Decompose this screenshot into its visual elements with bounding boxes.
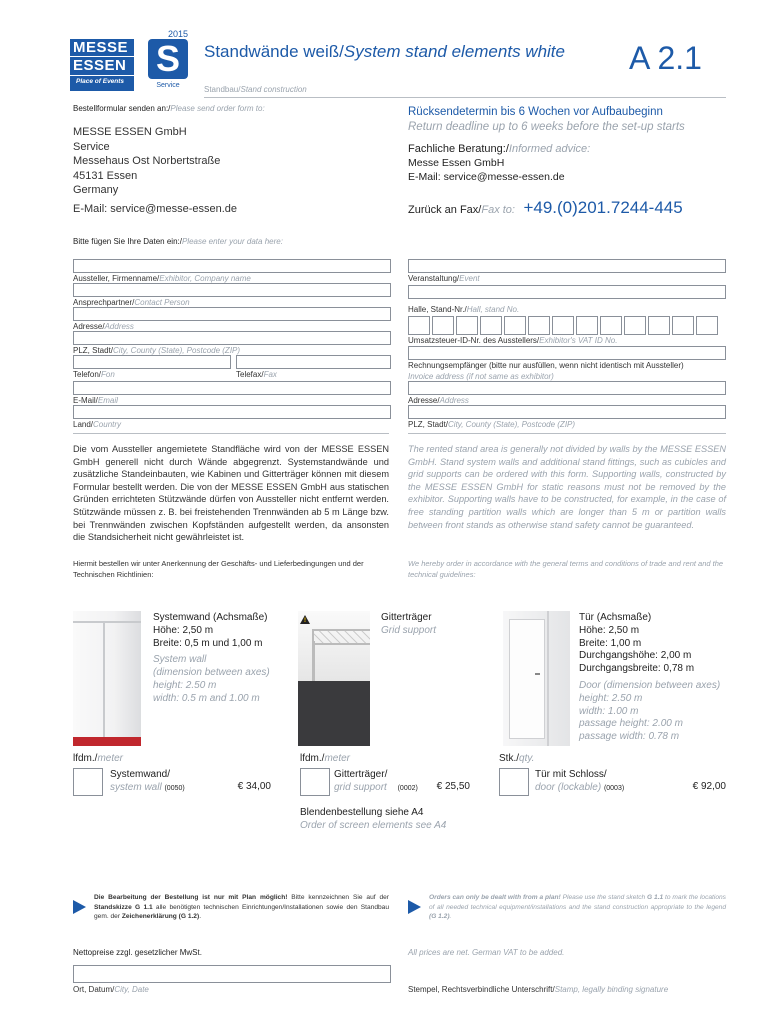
fax-de: Zurück an Fax/: [408, 204, 482, 216]
sender-address: [73, 125, 220, 198]
info-en: The rented stand area is generally not divided by walls by the MESSE ESSEN GmbH. Stand system walls and additional stand fittings, such as cubicles and grid supports can be ordered with this form. Supporting walls, constructed by the MESSE ESSEN GmbH for static reasons must not be removed by the exhibitor. Supporting walls have to be constructed, for example, in the case of free standing partition walls which are longer than 5 m or partition walls between front stands as otherwise stand safety cannot be guaranteed.: [408, 444, 726, 530]
send-to-label: [73, 104, 265, 113]
product-spec: Höhe: 2,50 m: [153, 624, 214, 636]
system-wall-price: € 34,00: [237, 781, 271, 792]
product-spec-en: passage width: 0.78 m: [579, 731, 680, 743]
phone-label: Telefon/Fon: [73, 370, 115, 379]
logo-line1: MESSE: [73, 39, 129, 56]
title-de: Standwände weiß/: [204, 42, 344, 61]
subtitle-en: Stand construction: [240, 85, 307, 94]
product-spec-en: passage height: 2.00 m: [579, 718, 683, 730]
data-prompt-de: Bitte fügen Sie Ihre Daten ein:/: [73, 237, 182, 246]
vat-cell[interactable]: [408, 316, 430, 335]
product-spec: Durchgangshöhe: 2,00 m: [579, 650, 692, 662]
divider: [73, 433, 389, 434]
send-to-en: Please send order form to:: [170, 104, 265, 113]
order-name-en: grid support: [334, 782, 387, 793]
advice-company: Messe Essen GmbH: [408, 157, 505, 169]
order-code: (0003): [603, 785, 625, 792]
door-qty[interactable]: [499, 768, 529, 796]
email-label: E-Mail/Email: [73, 396, 118, 405]
product-spec: Höhe: 2,50 m: [579, 624, 640, 636]
invoice-address-field[interactable]: [408, 405, 726, 419]
divider: [408, 433, 726, 434]
data-prompt: [73, 237, 283, 246]
address-line: MESSE ESSEN GmbH: [73, 126, 187, 138]
vat-cell[interactable]: [528, 316, 550, 335]
blenden-en: Order of screen elements see A4: [300, 820, 447, 831]
stamp-label: Stempel, Rechtsverbindliche Unterschrift/Stamp, legally binding signature: [408, 985, 669, 994]
page-title: [204, 42, 565, 62]
product-spec: Durchgangsbreite: 0,78 m: [579, 663, 695, 675]
address-field[interactable]: [73, 307, 391, 321]
product-spec-en: width: 0.5 m and 1.00 m: [153, 692, 260, 704]
exhibitor-field[interactable]: [73, 259, 391, 273]
unit-label: Stk./qty.: [499, 753, 535, 764]
event-label: Veranstaltung/Event: [408, 274, 480, 283]
vat-label: Umsatzsteuer-ID-Nr. des Ausstellers/Exhibitor's VAT ID No.: [408, 336, 618, 345]
vat-cell[interactable]: [576, 316, 598, 335]
product-spec-en: Door (dimension between axes): [579, 679, 721, 691]
door-price: € 92,00: [692, 781, 726, 792]
service-s-box: [148, 39, 188, 79]
sender-email[interactable]: E-Mail: service@messe-essen.de: [73, 203, 237, 215]
door-order-name: [535, 768, 624, 795]
grid-support-price: € 25,50: [436, 781, 470, 792]
subtitle: [204, 85, 307, 94]
vat-cell[interactable]: [648, 316, 670, 335]
city-date-field[interactable]: [73, 965, 391, 983]
country-field[interactable]: [73, 405, 391, 419]
grid-support-order-name: [334, 768, 418, 795]
vat-field[interactable]: [408, 346, 726, 360]
invoice-address-label: Adresse/Address: [408, 396, 469, 405]
address-line: Messehaus Ost Norbertstraße: [73, 155, 221, 167]
data-prompt-en: Please enter your data here:: [181, 237, 283, 246]
blenden-note: [300, 806, 446, 832]
order-terms-de: Hiermit bestellen wir unter Anerkennung der Geschäfts- und Lieferbedingungen und der Technischen Richtlinien:: [73, 559, 364, 579]
logo-tagline: Place of Events: [76, 78, 125, 85]
blenden-de: Blendenbestellung siehe A4: [300, 807, 424, 818]
product-spec: Breite: 1,00 m: [579, 637, 642, 649]
system-wall-image: [73, 611, 141, 746]
phone-field[interactable]: [73, 355, 231, 369]
invoice-label-de: Rechnungsempfänger (bitte nur ausfüllen, wenn nicht identisch mit Aussteller): [408, 361, 684, 370]
service-s-letter: S: [155, 38, 180, 79]
product-spec-en: System wall: [153, 654, 207, 666]
order-terms-en: We hereby order in accordance with the general terms and conditions of trade and rent and the technical guidelines:: [408, 559, 724, 579]
deadline-de: Rücksendetermin bis 6 Wochen vor Aufbaubeginn: [408, 106, 663, 118]
unit-label: lfdm./meter: [300, 753, 351, 764]
country-label: Land/Country: [73, 420, 122, 429]
address-line: Germany: [73, 184, 119, 196]
advice-label: [408, 143, 590, 155]
order-name-de: Gitterträger/: [334, 769, 388, 780]
vat-cell[interactable]: [480, 316, 502, 335]
email-field[interactable]: [73, 381, 391, 395]
vat-cell[interactable]: [624, 316, 646, 335]
logo-box: [70, 39, 134, 91]
order-name-en: system wall: [110, 782, 162, 793]
product-spec-en: Grid support: [381, 624, 437, 636]
product-door: [579, 612, 720, 744]
vat-cell[interactable]: [456, 316, 478, 335]
hall-field[interactable]: [408, 285, 726, 299]
fax-line: [408, 198, 683, 218]
exhibitor-label: Aussteller, Firmenname/Exhibitor, Company name: [73, 274, 251, 283]
send-to-de: Bestellformular senden an:/: [73, 104, 171, 113]
logo: [70, 29, 190, 91]
fax-en: Fax to:: [481, 204, 515, 216]
divider: [204, 97, 726, 98]
title-en: System stand elements white: [343, 42, 565, 61]
footnote-en: Orders can only be dealt with from a plan! Please use the stand sketch G 1.1 to mark the locations of all needed technical equipment/installations and the stand construction appropriate to the legend (G 1.2).: [429, 894, 726, 920]
form-code: A 2.1: [629, 40, 702, 76]
product-grid-support: [381, 612, 436, 638]
address-line: Service: [73, 140, 110, 153]
city-field[interactable]: [73, 331, 391, 345]
prices-note-de: Nettopreise zzgl. gesetzlicher MwSt.: [73, 948, 202, 957]
vat-cell[interactable]: [432, 316, 454, 335]
order-code: (0050): [164, 785, 185, 792]
advice-en: Informed advice:: [508, 143, 591, 155]
footnote-de: Die Bearbeitung der Bestellung ist nur mit Plan möglich! Bitte kennzeichnen Sie auf der Standskizze G 1.1 alle benötigten technischen Einrichtungen/Installationen sowie den Standbau gem. der Zeichenerklärung (G 1.2).: [94, 894, 390, 920]
vat-cell[interactable]: [672, 316, 694, 335]
product-spec-en: width: 1.00 m: [579, 705, 639, 717]
door-image: [503, 611, 570, 746]
arrow-icon: [73, 900, 86, 914]
order-name-en: door (lockable): [535, 782, 602, 793]
product-title: Tür (Achsmaße): [579, 612, 652, 623]
address-label: Adresse/Address: [73, 322, 134, 331]
logo-line2: ESSEN: [73, 57, 127, 74]
grid-support-image: !: [298, 611, 370, 746]
grid-support-qty[interactable]: [300, 768, 330, 796]
contact-field[interactable]: [73, 283, 391, 297]
advice-email[interactable]: E-Mail: service@messe-essen.de: [408, 171, 565, 183]
arrow-icon: [408, 900, 421, 914]
vat-cell[interactable]: [696, 316, 718, 335]
order-name-de: Tür mit Schloss/: [535, 769, 607, 780]
system-wall-order-name: [110, 768, 185, 795]
vat-cell[interactable]: [504, 316, 526, 335]
city-label: PLZ, Stadt/City, County (State), Postcode (ZIP): [73, 346, 241, 355]
contact-label: Ansprechpartner/Contact Person: [73, 298, 190, 307]
invoice-label-en: Invoice address (if not same as exhibitor): [408, 372, 554, 381]
system-wall-qty[interactable]: [73, 768, 103, 796]
hall-label: Halle, Stand-Nr./Hall, stand No.: [408, 305, 520, 314]
unit-label: lfdm./meter: [73, 753, 124, 764]
vat-cell[interactable]: [600, 316, 622, 335]
advice-de: Fachliche Beratung:/: [408, 143, 509, 155]
product-system-wall: [153, 612, 270, 706]
invoice-city-label: PLZ, Stadt/City, County (State), Postcode (ZIP): [408, 420, 576, 429]
prices-note-en: All prices are net. German VAT to be added.: [408, 948, 565, 957]
product-title: Gitterträger: [381, 612, 432, 623]
product-spec: Breite: 0,5 m und 1,00 m: [153, 637, 263, 649]
product-title: Systemwand (Achsmaße): [153, 612, 268, 623]
subtitle-de: Standbau/: [204, 85, 241, 94]
telefax-label: Telefax/Fax: [236, 370, 277, 379]
fax-number: +49.(0)201.7244-445: [523, 198, 683, 217]
service-label: Service: [156, 82, 180, 89]
vat-cell[interactable]: [552, 316, 574, 335]
invoice-field[interactable]: [408, 381, 726, 395]
telefax-field[interactable]: [236, 355, 391, 369]
deadline-en: Return deadline up to 6 weeks before the set-up starts: [408, 121, 685, 133]
product-spec-en: height: 2.50 m: [579, 692, 643, 704]
product-spec-en: height: 2.50 m: [153, 679, 217, 691]
product-spec-en: (dimension between axes): [153, 667, 270, 679]
logo-year: 2015: [168, 29, 189, 39]
event-field[interactable]: [408, 259, 726, 273]
city-date-label: Ort, Datum/City, Date: [73, 985, 149, 994]
info-de: Die vom Aussteller angemietete Standfläche wird von der MESSE ESSEN GmbH generell nicht durch Wände abgegrenzt. Systemstandwände und zusätzliche Standeinbauten, wie Kabinen und Gitterträger können mit diesem Formular bestellt werden. Die von der MESSE ESSEN GmbH aus statischen Gründen errichteten Stützwände dürfen von Aussteller nicht entfernt werden. Stützwände müssen z. B. bei freistehenden Trennwänden ab 5 m Länge bzw. bei Trennwänden zwischen Kopfständen aufgestellt werden, da ansonsten die Standsicherheit nicht gewährleistet ist.: [73, 444, 389, 543]
order-code: (0002): [397, 785, 418, 792]
address-line: 45131 Essen: [73, 169, 138, 182]
order-name-de: Systemwand/: [110, 769, 171, 780]
